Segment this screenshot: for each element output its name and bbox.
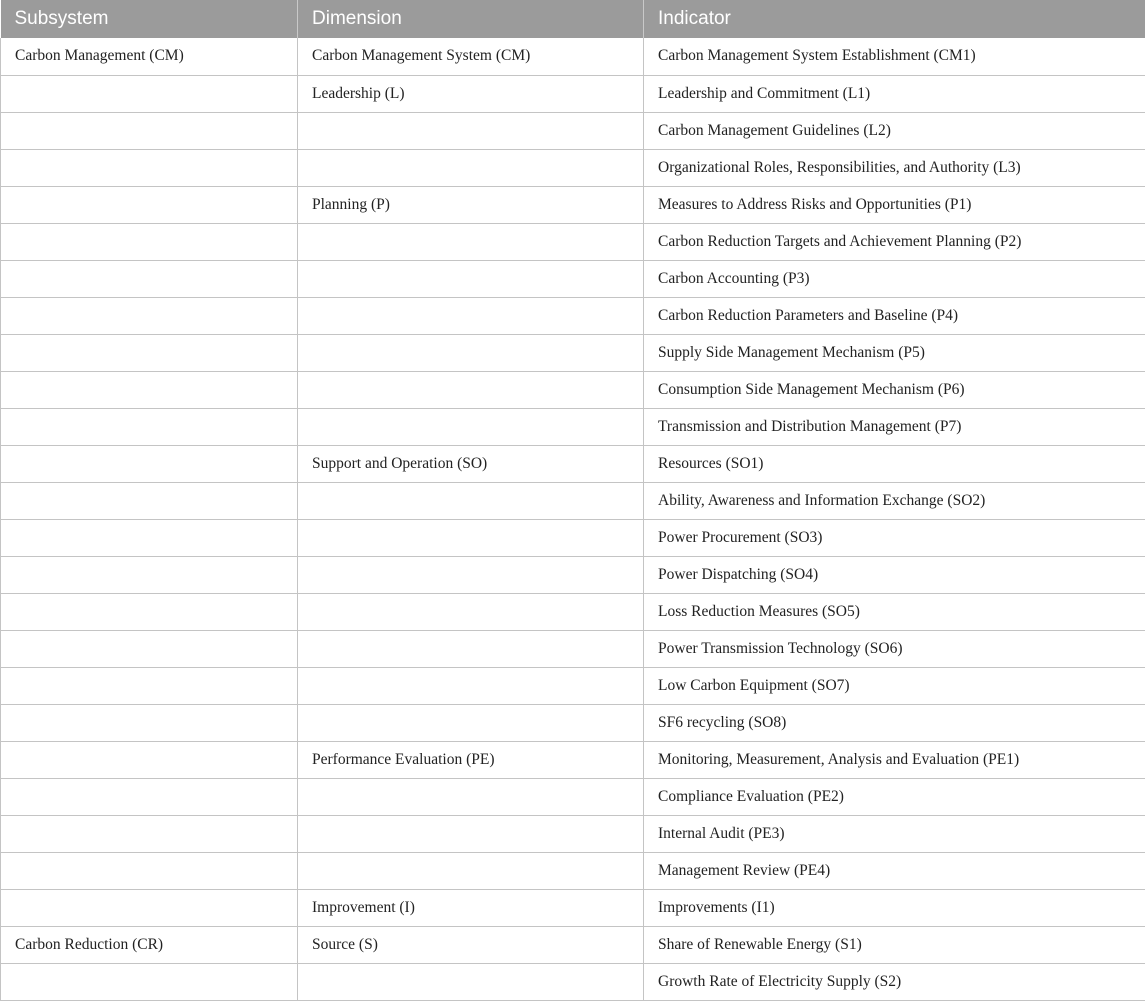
dimension-cell xyxy=(298,667,644,704)
subsystem-cell xyxy=(1,704,298,741)
subsystem-cell xyxy=(1,593,298,630)
dimension-cell xyxy=(298,815,644,852)
table-header xyxy=(1,0,1145,38)
subsystem-cell xyxy=(1,667,298,704)
dimension-cell: Source (S) xyxy=(298,926,644,963)
dimension-cell xyxy=(298,778,644,815)
subsystem-cell xyxy=(1,297,298,334)
indicator-cell: Organizational Roles, Responsibilities, and Authority (L3) xyxy=(644,149,1145,186)
dimension-cell xyxy=(298,260,644,297)
dimension-cell: Improvement (I) xyxy=(298,889,644,926)
dimension-cell xyxy=(298,408,644,445)
table-row xyxy=(1,297,1145,334)
dimension-cell xyxy=(298,556,644,593)
dimension-cell xyxy=(298,334,644,371)
dimension-cell xyxy=(298,112,644,149)
indicator-cell: Monitoring, Measurement, Analysis and Evaluation (PE1) xyxy=(644,741,1145,778)
indicator-cell: Improvements (I1) xyxy=(644,889,1145,926)
indicator-cell: Carbon Management System Establishment (CM1) xyxy=(644,38,1145,75)
header-indicator: Indicator xyxy=(644,0,1145,38)
indicator-cell: Compliance Evaluation (PE2) xyxy=(644,778,1145,815)
indicator-cell: Resources (SO1) xyxy=(644,445,1145,482)
table-row xyxy=(1,408,1145,445)
subsystem-cell xyxy=(1,186,298,223)
indicator-cell: Supply Side Management Mechanism (P5) xyxy=(644,334,1145,371)
indicator-cell: Growth Rate of Electricity Supply (S2) xyxy=(644,963,1145,1000)
dimension-cell: Performance Evaluation (PE) xyxy=(298,741,644,778)
subsystem-cell xyxy=(1,149,298,186)
table-row xyxy=(1,593,1145,630)
subsystem-cell xyxy=(1,963,298,1000)
subsystem-cell xyxy=(1,889,298,926)
indicator-cell: Management Review (PE4) xyxy=(644,852,1145,889)
table-row xyxy=(1,667,1145,704)
indicator-cell: Power Transmission Technology (SO6) xyxy=(644,630,1145,667)
dimension-cell xyxy=(298,852,644,889)
indicator-cell: Power Dispatching (SO4) xyxy=(644,556,1145,593)
table-row xyxy=(1,741,1145,778)
indicator-cell: Measures to Address Risks and Opportunities (P1) xyxy=(644,186,1145,223)
table-row xyxy=(1,38,1145,75)
dimension-cell xyxy=(298,963,644,1000)
table-row xyxy=(1,112,1145,149)
table-row xyxy=(1,778,1145,815)
subsystem-cell xyxy=(1,260,298,297)
subsystem-cell xyxy=(1,741,298,778)
subsystem-cell: Carbon Reduction (CR) xyxy=(1,926,298,963)
dimension-cell xyxy=(298,630,644,667)
dimension-cell: Leadership (L) xyxy=(298,75,644,112)
dimension-cell xyxy=(298,482,644,519)
subsystem-cell xyxy=(1,630,298,667)
subsystem-cell xyxy=(1,815,298,852)
indicator-cell: Share of Renewable Energy (S1) xyxy=(644,926,1145,963)
table-row xyxy=(1,963,1145,1000)
dimension-cell xyxy=(298,704,644,741)
subsystem-cell xyxy=(1,408,298,445)
table-row xyxy=(1,334,1145,371)
indicator-cell: Transmission and Distribution Management (P7) xyxy=(644,408,1145,445)
subsystem-cell xyxy=(1,112,298,149)
subsystem-cell xyxy=(1,556,298,593)
indicator-cell: Carbon Accounting (P3) xyxy=(644,260,1145,297)
header-row xyxy=(1,0,1145,38)
table-row xyxy=(1,704,1145,741)
subsystem-cell xyxy=(1,852,298,889)
indicator-cell: SF6 recycling (SO8) xyxy=(644,704,1145,741)
dimension-cell: Support and Operation (SO) xyxy=(298,445,644,482)
table-row xyxy=(1,75,1145,112)
subsystem-cell xyxy=(1,778,298,815)
table-row xyxy=(1,149,1145,186)
subsystem-cell: Carbon Management (CM) xyxy=(1,38,298,75)
dimension-cell: Carbon Management System (CM) xyxy=(298,38,644,75)
indicator-cell: Carbon Reduction Targets and Achievement Planning (P2) xyxy=(644,223,1145,260)
table-row xyxy=(1,556,1145,593)
indicator-cell: Loss Reduction Measures (SO5) xyxy=(644,593,1145,630)
subsystem-cell xyxy=(1,519,298,556)
indicator-cell: Carbon Reduction Parameters and Baseline (P4) xyxy=(644,297,1145,334)
table-row xyxy=(1,186,1145,223)
table-row xyxy=(1,519,1145,556)
table-row xyxy=(1,223,1145,260)
table-row xyxy=(1,371,1145,408)
subsystem-cell xyxy=(1,75,298,112)
dimension-cell xyxy=(298,149,644,186)
table-row xyxy=(1,482,1145,519)
subsystem-cell xyxy=(1,334,298,371)
dimension-cell xyxy=(298,223,644,260)
dimension-cell xyxy=(298,297,644,334)
dimension-cell xyxy=(298,593,644,630)
subsystem-cell xyxy=(1,223,298,260)
table-row xyxy=(1,889,1145,926)
indicator-cell: Internal Audit (PE3) xyxy=(644,815,1145,852)
indicator-cell: Low Carbon Equipment (SO7) xyxy=(644,667,1145,704)
indicator-cell: Carbon Management Guidelines (L2) xyxy=(644,112,1145,149)
header-dimension: Dimension xyxy=(298,0,644,38)
header-subsystem: Subsystem xyxy=(1,0,298,38)
table-body xyxy=(1,38,1145,1000)
table-row xyxy=(1,815,1145,852)
indicator-cell: Consumption Side Management Mechanism (P6) xyxy=(644,371,1145,408)
table-row xyxy=(1,445,1145,482)
indicator-cell: Power Procurement (SO3) xyxy=(644,519,1145,556)
dimension-cell xyxy=(298,371,644,408)
table-row xyxy=(1,926,1145,963)
table-row xyxy=(1,260,1145,297)
subsystem-cell xyxy=(1,371,298,408)
table-row xyxy=(1,630,1145,667)
indicator-cell: Leadership and Commitment (L1) xyxy=(644,75,1145,112)
dimension-cell: Planning (P) xyxy=(298,186,644,223)
dimension-cell xyxy=(298,519,644,556)
subsystem-cell xyxy=(1,482,298,519)
indicator-cell: Ability, Awareness and Information Exchange (SO2) xyxy=(644,482,1145,519)
table-row xyxy=(1,852,1145,889)
subsystem-cell xyxy=(1,445,298,482)
